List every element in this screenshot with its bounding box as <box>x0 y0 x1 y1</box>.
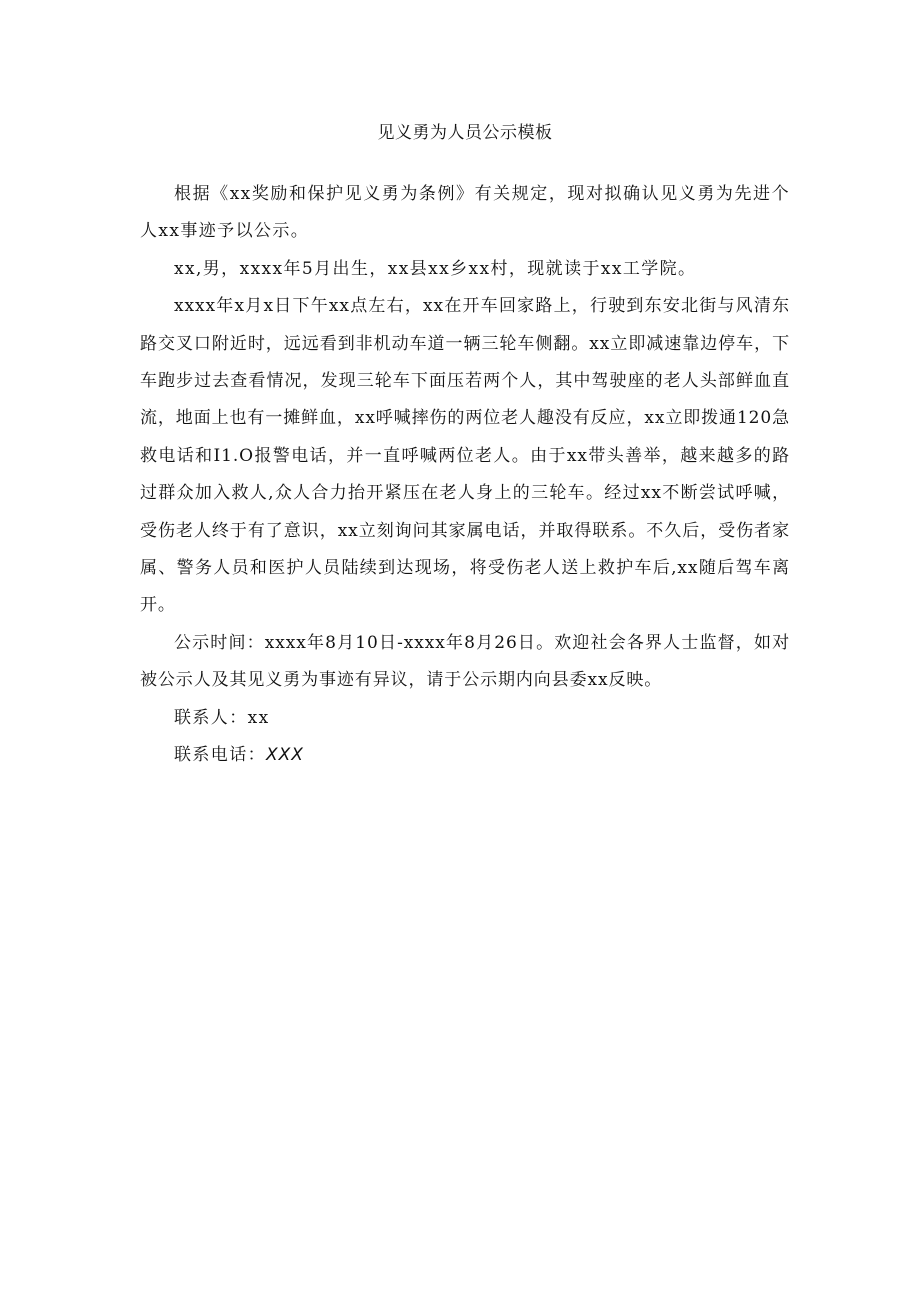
contact-phone <box>140 737 790 774</box>
contact-phone-value: XXX <box>266 745 304 766</box>
notice-period-paragraph: 公示时间：xxxx年8月10日-xxxx年8月26日。欢迎社会各界人士监督，如对被公示人及其见义勇为事迹有异议，请于公示期内向县委xx反映。 <box>140 632 790 691</box>
document-page <box>140 120 790 775</box>
intro-paragraph: 根据《xx奖励和保护见义勇为条例》有关规定，现对拟确认见义勇为先进个人xx事迹予以公示。 <box>140 184 790 242</box>
incident-paragraph: xxxx年x月x日下午xx点左右，xx在开车回家路上，行驶到东安北街与风清东路交叉口附近时，远远看到非机动车道一辆三轮车侧翻。xx立即减速靠边停车，下车跑步过去查看情况，发现三轮车下面压若两个人，其中驾驶座的老人头部鲜血直流，地面上也有一摊鲜血，xx呼喊摔伤的两位老人趣没有反应，xx立即拨通120急救电话和I1.O报警电话，并一直呼喊两位老人。由于xx带头善举，越来越多的路过群众加入救人,众人合力抬开紧压在老人身上的三轮车。经过xx不断尝试呼喊，受伤老人终于有了意识，xx立刻询问其家属电话，并取得联系。不久后，受伤者家属、警务人员和医护人员陆续到达现场，将受伤老人送上救护车后,xx随后驾车离开。 <box>140 296 790 616</box>
document-title: 见义勇为人员公示模板 <box>377 123 553 143</box>
contact-phone-label: 联系电话： <box>174 745 266 766</box>
contact-person: 联系人：xx <box>174 707 270 728</box>
person-info-paragraph: xx,男，xxxx年5月出生，xx县xx乡xx村，现就读于xx工学院。 <box>174 258 697 279</box>
